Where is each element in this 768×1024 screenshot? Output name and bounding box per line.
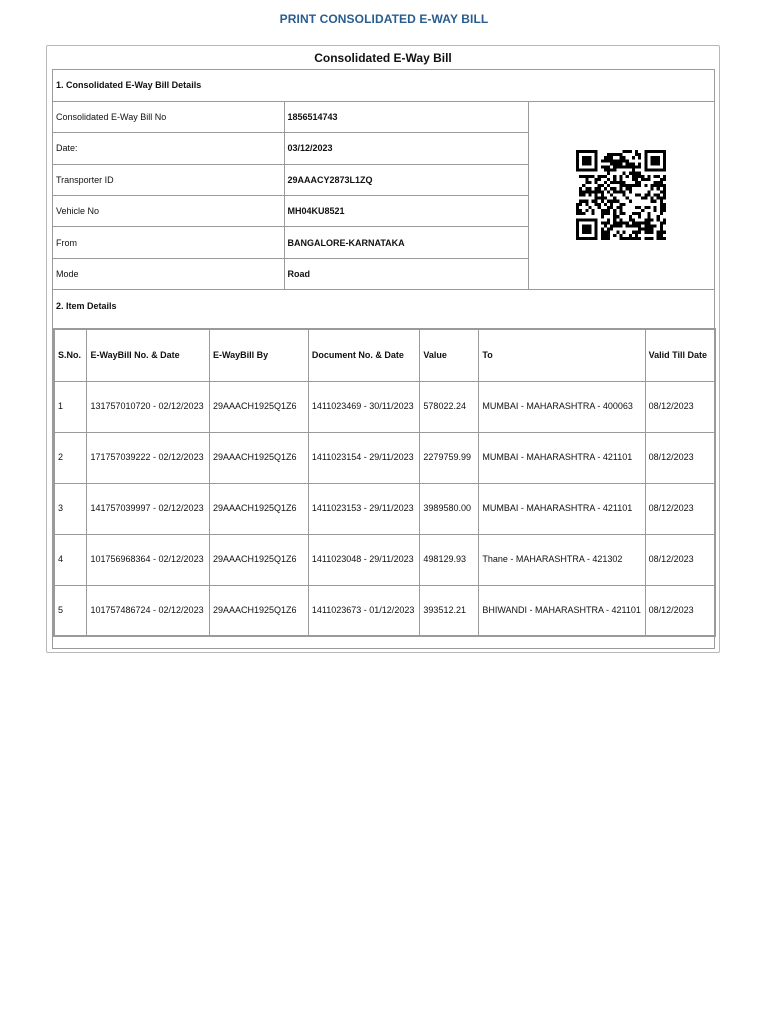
cell-value: 2279759.99 bbox=[420, 432, 479, 483]
mode-label: Mode bbox=[53, 258, 284, 289]
cell-valid-till: 08/12/2023 bbox=[645, 381, 715, 432]
date-value: 03/12/2023 bbox=[284, 133, 528, 164]
cell-ewaybill-no: 131757010720 - 02/12/2023 bbox=[87, 381, 210, 432]
qr-code-cell bbox=[528, 101, 714, 289]
col-header-to: To bbox=[479, 329, 645, 381]
cell-sno: 5 bbox=[54, 585, 87, 636]
cell-ewaybill-by: 29AAACH1925Q1Z6 bbox=[209, 534, 308, 585]
cell-ewaybill-no: 101756968364 - 02/12/2023 bbox=[87, 534, 210, 585]
bill-no-value: 1856514743 bbox=[284, 101, 528, 132]
cell-valid-till: 08/12/2023 bbox=[645, 585, 715, 636]
cell-document-no: 1411023048 - 29/11/2023 bbox=[308, 534, 420, 585]
cell-ewaybill-by: 29AAACH1925Q1Z6 bbox=[209, 483, 308, 534]
eway-bill-container bbox=[46, 45, 720, 653]
from-label: From bbox=[53, 227, 284, 258]
table-row bbox=[54, 381, 715, 432]
col-header-ewaybill-by: E-WayBill By bbox=[209, 329, 308, 381]
cell-ewaybill-by: 29AAACH1925Q1Z6 bbox=[209, 585, 308, 636]
table-row bbox=[54, 432, 715, 483]
eway-bill-body bbox=[52, 69, 715, 649]
cell-to: MUMBAI - MAHARASHTRA - 400063 bbox=[479, 381, 645, 432]
col-header-value: Value bbox=[420, 329, 479, 381]
cell-valid-till: 08/12/2023 bbox=[645, 483, 715, 534]
transporter-label: Transporter ID bbox=[53, 164, 284, 195]
section-title-item-details: 2. Item Details bbox=[53, 290, 714, 321]
cell-to: BHIWANDI - MAHARASHTRA - 421101 bbox=[479, 585, 645, 636]
document-title: Consolidated E-Way Bill bbox=[314, 51, 452, 65]
mode-value: Road bbox=[284, 258, 528, 289]
cell-ewaybill-no: 171757039222 - 02/12/2023 bbox=[87, 432, 210, 483]
cell-document-no: 1411023153 - 29/11/2023 bbox=[308, 483, 420, 534]
cell-document-no: 1411023154 - 29/11/2023 bbox=[308, 432, 420, 483]
cell-ewaybill-by: 29AAACH1925Q1Z6 bbox=[209, 381, 308, 432]
transporter-value: 29AAACY2873L1ZQ bbox=[284, 164, 528, 195]
cell-value: 3989580.00 bbox=[420, 483, 479, 534]
cell-ewaybill-no: 101757486724 - 02/12/2023 bbox=[87, 585, 210, 636]
cell-valid-till: 08/12/2023 bbox=[645, 432, 715, 483]
col-header-document-no: Document No. & Date bbox=[308, 329, 420, 381]
cell-document-no: 1411023673 - 01/12/2023 bbox=[308, 585, 420, 636]
item-details-table bbox=[53, 328, 716, 637]
table-row bbox=[54, 534, 715, 585]
col-header-ewaybill-no: E-WayBill No. & Date bbox=[87, 329, 210, 381]
cell-value: 393512.21 bbox=[420, 585, 479, 636]
table-row bbox=[54, 585, 715, 636]
page-heading: PRINT CONSOLIDATED E-WAY BILL bbox=[279, 12, 489, 26]
cell-sno: 2 bbox=[54, 432, 87, 483]
vehicle-value: MH04KU8521 bbox=[284, 196, 528, 227]
date-label: Date: bbox=[53, 133, 284, 164]
cell-value: 498129.93 bbox=[420, 534, 479, 585]
cell-sno: 1 bbox=[54, 381, 87, 432]
cell-ewaybill-by: 29AAACH1925Q1Z6 bbox=[209, 432, 308, 483]
bill-details-table bbox=[53, 70, 714, 321]
section-title-bill-details: 1. Consolidated E-Way Bill Details bbox=[53, 70, 714, 101]
item-table-header-row bbox=[54, 329, 715, 381]
cell-to: MUMBAI - MAHARASHTRA - 421101 bbox=[479, 432, 645, 483]
bill-no-label: Consolidated E-Way Bill No bbox=[53, 101, 284, 132]
cell-sno: 3 bbox=[54, 483, 87, 534]
col-header-valid-till: Valid Till Date bbox=[645, 329, 715, 381]
cell-valid-till: 08/12/2023 bbox=[645, 534, 715, 585]
vehicle-label: Vehicle No bbox=[53, 196, 284, 227]
cell-to: MUMBAI - MAHARASHTRA - 421101 bbox=[479, 483, 645, 534]
cell-sno: 4 bbox=[54, 534, 87, 585]
qr-code-icon bbox=[573, 150, 669, 240]
cell-ewaybill-no: 141757039997 - 02/12/2023 bbox=[87, 483, 210, 534]
cell-value: 578022.24 bbox=[420, 381, 479, 432]
table-row bbox=[54, 483, 715, 534]
cell-document-no: 1411023469 - 30/11/2023 bbox=[308, 381, 420, 432]
from-value: BANGALORE-KARNATAKA bbox=[284, 227, 528, 258]
col-header-sno: S.No. bbox=[54, 329, 87, 381]
cell-to: Thane - MAHARASHTRA - 421302 bbox=[479, 534, 645, 585]
